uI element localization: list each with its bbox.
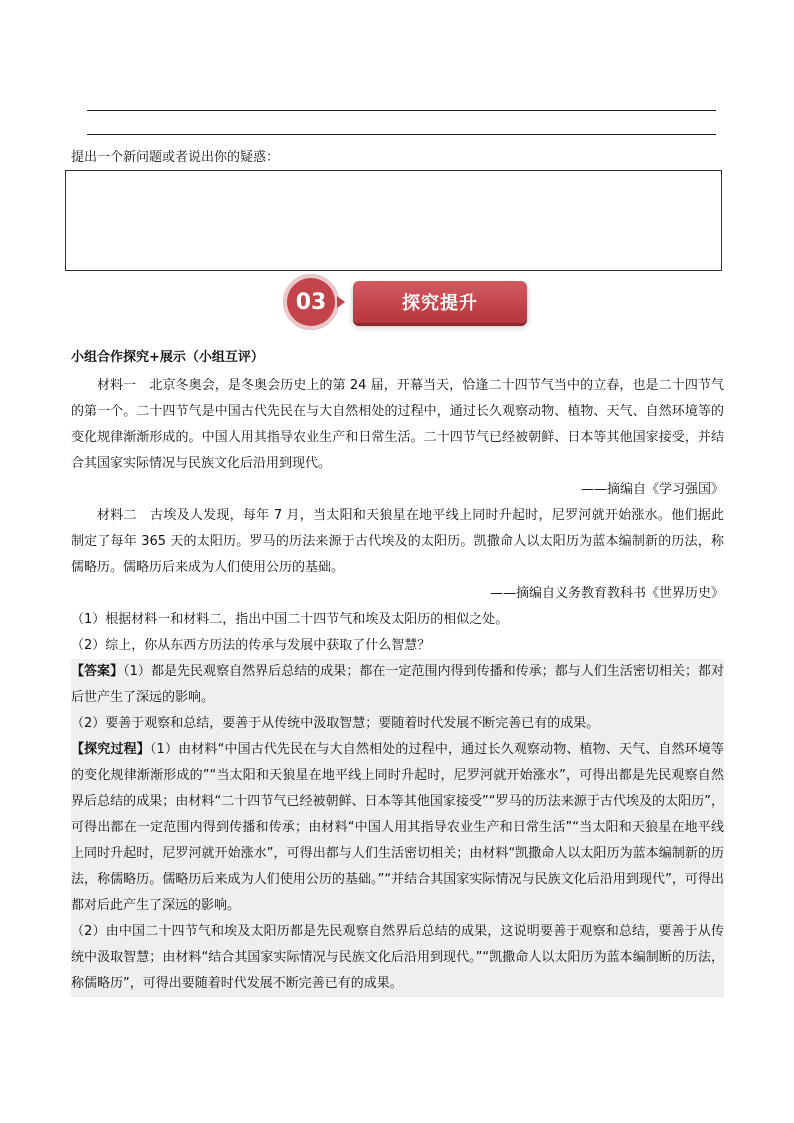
source-1: ——摘编自《学习强国》 [580, 482, 724, 497]
source-2: ——摘编自义务教育教科书《世界历史》 [489, 586, 724, 601]
process-part-1 [71, 737, 724, 919]
answer-tag: 【答案】 [71, 664, 124, 679]
material-1: 材料一 北京冬奥会，是冬奥会历史上的第 24 届，开幕当天，恰逢二十四节气当中的立春，也是二十四节气的第一个。二十四节气是中国古代先民在与大自然相处的过程中，通过长久观察动物、植物、天气、自然环境等的变化规律渐渐形成的。中国人用其指导农业生产和日常生活。二十四节气已经被朝鲜、日本等其他国家接受，并结合其国家实际情况与民族文化后沿用到现代。 [71, 378, 724, 471]
writing-line-1 [87, 110, 716, 111]
answer-part-1 [71, 659, 724, 711]
group-label: 小组合作探究+展示（小组互评） [71, 350, 264, 365]
question-2: （2）综上，你从东西方历法的传承与发展中获取了什么智慧？ [71, 638, 431, 653]
process-tag: 【探究过程】 [71, 742, 150, 757]
writing-line-2 [87, 134, 716, 135]
question-1: （1）根据材料一和材料二，指出中国二十四节气和埃及太阳历的相似之处。 [71, 612, 509, 627]
process-text-1: （1）由材料“中国古代先民在与大自然相处的过程中，通过长久观察动物、植物、天气、自然环境等的变化规律渐渐形成的”“当太阳和天狼星在地平线上同时升起时，尼罗河就开始涨水”，可得出都是先民观察自然界后总结的成果；由材料“二十四节气已经被朝鲜、日本等其他国家接受”“罗马的历法来源于古代埃及的太阳历”，可得出都在一定范围内得到传播和传承；由材料“中国人用其指导农业生产和日常生活”“当太阳和天狼星在地平线上同时升起时，尼罗河就开始涨水”，可得出都与人们生活密切相关；由材料“凯撒命人以太阳历为蓝本编制新的历法，称儒略历。儒略历后来成为人们使用公历的基础。”“并结合其国家实际情况与民族文化后沿用到现代”，可得出都对后此产生了深远的影响。 [71, 742, 724, 913]
answer-text-1: （1）都是先民观察自然界后总结的成果；都在一定范围内得到传播和传承；都与人们生活密切相关；都对后世产生了深远的影响。 [71, 664, 724, 705]
answer-part-2: （2）要善于观察和总结，要善于从传统中汲取智慧；要随着时代发展不断完善已有的成果。 [71, 711, 724, 737]
section-title-banner: 探究提升 [353, 281, 527, 323]
material-2: 材料二 古埃及人发现，每年 7 月，当太阳和天狼星在地平线上同时升起时，尼罗河就开始涨水。他们据此制定了每年 365 天的太阳历。罗马的历法来源于古代埃及的太阳历。凯撒命人以太阳历为蓝本编制新的历法，称儒略历。儒略历后来成为人们使用公历的基础。 [71, 508, 724, 575]
section-number-badge: 03 [283, 274, 339, 330]
main-content [71, 345, 724, 997]
answer-box[interactable] [65, 170, 722, 271]
question-prompt: 提出一个新问题或者说出你的疑惑： [71, 150, 280, 165]
answer-section [71, 659, 724, 997]
process-part-2: （2）由中国二十四节气和埃及太阳历都是先民观察自然界后总结的成果，这说明要善于观察和总结，要善于从传统中汲取智慧；由材料“结合其国家实际情况与民族文化后沿用到现代。”“凯撒命人以太阳历为蓝本编制断的历法，称儒略历”，可得出要随着时代发展不断完善已有的成果。 [71, 919, 724, 997]
